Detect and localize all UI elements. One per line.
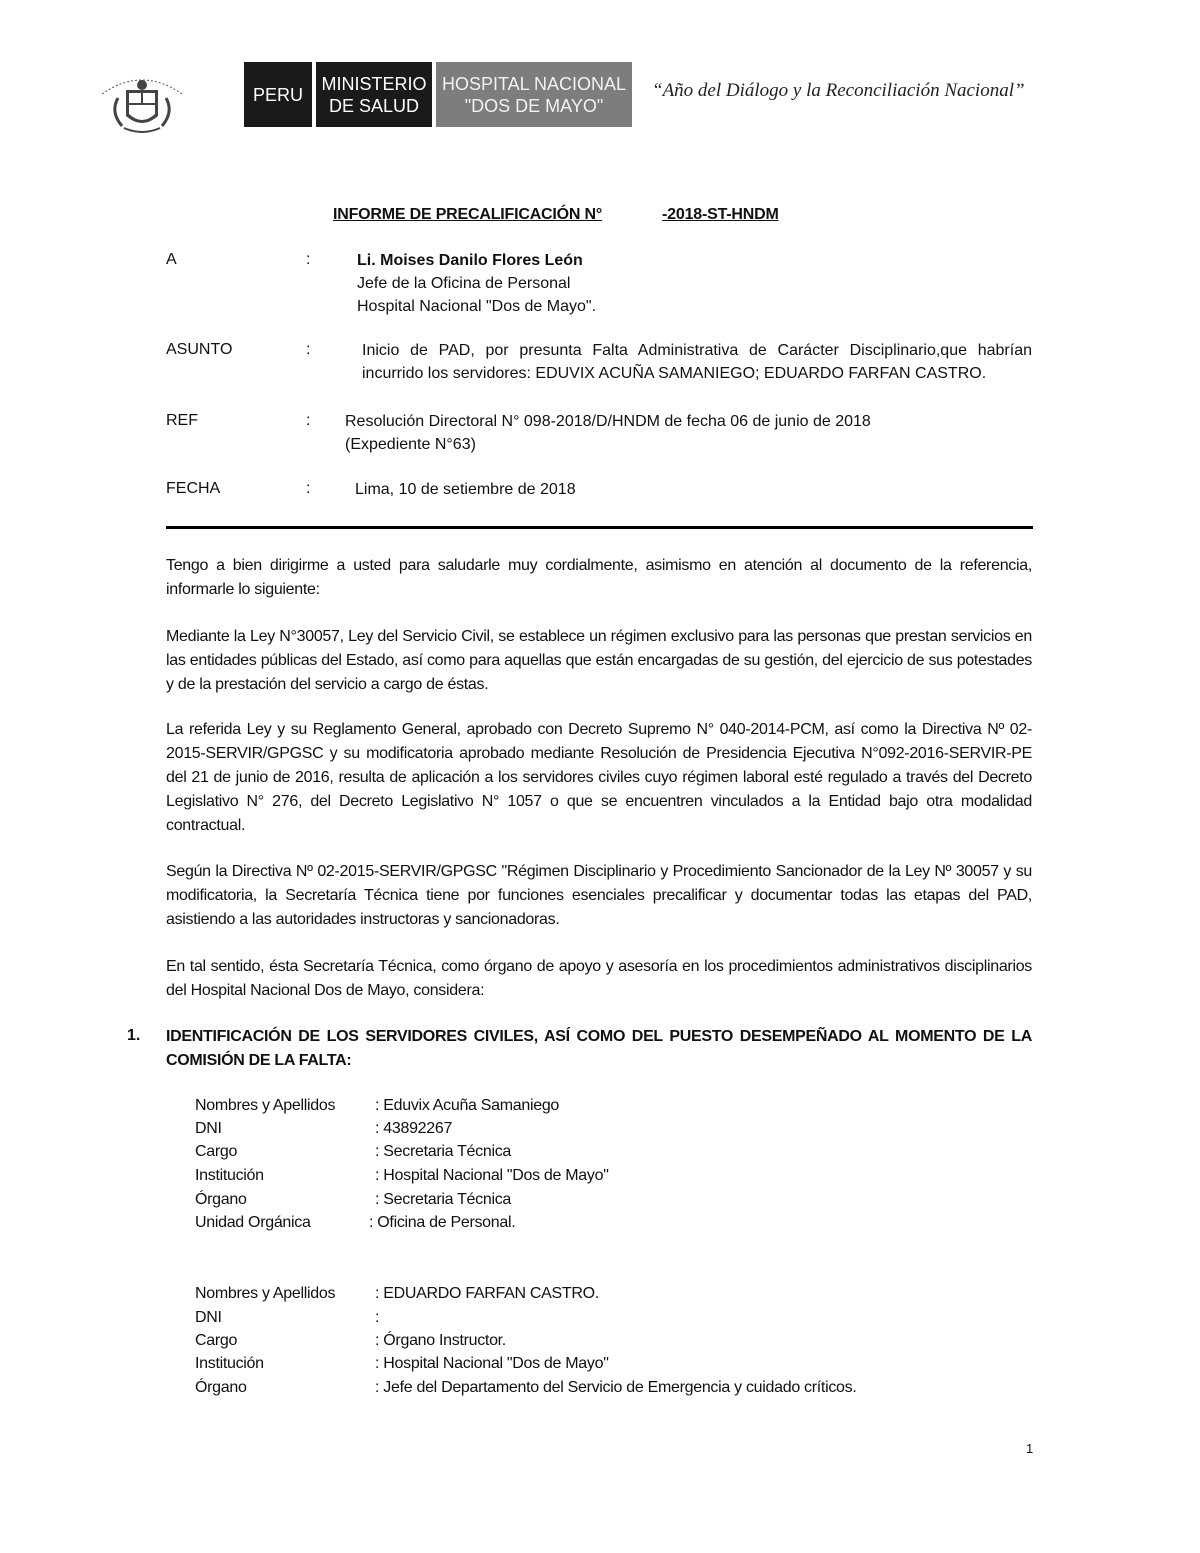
memo-asunto-text: Inicio de PAD, por presunta Falta Administrativa de Carácter Disciplinario,que habrían incurrido los servidores: EDUVIX ACUÑA SAMANIEGO; EDUARDO FARFAN CASTRO. (362, 342, 1032, 382)
title-left: INFORME DE PRECALIFICACIÓN N° (333, 206, 603, 223)
section-title: IDENTIFICACIÓN DE LOS SERVIDORES CIVILES, ASÍ COMO DEL PUESTO DESEMPEÑADO AL MOMENTO DE LA COMISIÓN DE LA FALTA: (166, 1028, 1032, 1069)
record2-label-institucion: Institución (195, 1355, 264, 1372)
memo-a-colon: : (306, 251, 311, 268)
memo-asunto-colon: : (306, 341, 311, 358)
record1-label-dni: DNI (195, 1120, 222, 1137)
recipient-institution: Hospital Nacional "Dos de Mayo". (357, 298, 597, 315)
memo-ref-colon: : (306, 412, 311, 429)
record2-label-organo: Órgano (195, 1379, 247, 1396)
paragraph-reglamento: La referida Ley y su Reglamento General, aprobado con Decreto Supremo N° 040-2014-PCM, así como la Directiva Nº 02-2015-SERVIR/GPGSC y su modificatoria aprobado mediante Resolución de Presidencia Ejecutiva N°092-2016-SERVIR-PE del 21 de junio de 2016, resulta de aplicación a los servidores civiles cuyo régimen laboral esté regulado a través del Decreto Legislativo N° 276, del Decreto Legislativo N° 1057 o que se encuentren vinculados a la Entidad bajo otra modalidad contractual. (166, 721, 1032, 834)
hospital-label-box (436, 62, 632, 127)
title-right: -2018-ST-HNDM (662, 206, 779, 223)
ministerio-label-box (316, 62, 432, 127)
ref-line1: Resolución Directoral N° 098-2018/D/HNDM de fecha 06 de junio de 2018 (345, 413, 871, 430)
record2-value-organo: : Jefe del Departamento del Servicio de Emergencia y cuidado críticos. (375, 1379, 857, 1396)
ministerio-line1: MINISTERIO (321, 73, 427, 94)
memo-a-recipient (357, 249, 596, 318)
memo-asunto-label: ASUNTO (166, 341, 233, 358)
paragraph-intro: Tengo a bien dirigirme a usted para saludarle muy cordialmente, asimismo en atención al documento de la referencia, informarle lo siguiente: (166, 557, 1032, 598)
memo-ref-label: REF (166, 412, 198, 429)
record1-label-institucion: Institución (195, 1167, 264, 1184)
paragraph-directiva: Según la Directiva Nº 02-2015-SERVIR/GPGSC "Régimen Disciplinario y Procedimiento Sancionador de la Ley Nº 30057 y su modificatoria, la Secretaría Técnica tiene por funciones esenciales precalificar y documentar todas las etapas del PAD, asistiendo a las autoridades instructoras y sancionadoras. (166, 863, 1032, 928)
memo-fecha-label: FECHA (166, 480, 221, 497)
record1-value-institucion: : Hospital Nacional "Dos de Mayo" (375, 1167, 609, 1184)
record2-value-dni: : (375, 1309, 380, 1326)
peru-label: PERU (252, 84, 303, 105)
record1-value-organo: : Secretaria Técnica (375, 1191, 511, 1208)
peru-label-box (244, 62, 312, 127)
recipient-position: Jefe de la Oficina de Personal (357, 275, 571, 292)
record2-value-nombres: : EDUARDO FARFAN CASTRO. (375, 1285, 599, 1302)
record2-label-dni: DNI (195, 1309, 222, 1326)
record2-label-cargo: Cargo (195, 1332, 238, 1349)
header-divider (166, 526, 1033, 529)
page-number: 1 (1026, 1441, 1034, 1456)
record1-label-unidad: Unidad Orgánica (195, 1214, 311, 1231)
record2-value-institucion: : Hospital Nacional "Dos de Mayo" (375, 1355, 609, 1372)
record1-value-nombres: : Eduvix Acuña Samaniego (375, 1097, 560, 1114)
memo-a-label: A (166, 251, 177, 268)
paragraph-considera: En tal sentido, ésta Secretaría Técnica, como órgano de apoyo y asesoría en los procedimientos administrativos disciplinarios del Hospital Nacional Dos de Mayo, considera: (166, 958, 1032, 999)
ministerio-line2: DE SALUD (328, 95, 419, 116)
document-title (333, 206, 779, 224)
peru-coat-of-arms-icon (96, 68, 188, 140)
year-motto: “Año del Diálogo y la Reconciliación Nacional” (652, 80, 1025, 101)
paragraph-ley-30057: Mediante la Ley N°30057, Ley del Servicio Civil, se establece un régimen exclusivo para las personas que prestan servicios en las entidades públicas del Estado, así como para aquellas que están encargadas de su gestión, del ejercicio de sus potestades y de la prestación del servicio a cargo de éstas. (166, 628, 1032, 693)
record1-label-organo: Órgano (195, 1191, 247, 1208)
ref-line2: (Expediente N°63) (345, 436, 476, 453)
hospital-line2: "DOS DE MAYO" (464, 95, 604, 116)
recipient-name: Li. Moises Danilo Flores León (357, 252, 583, 269)
record1-value-dni: : 43892267 (375, 1120, 453, 1137)
memo-fecha-colon: : (306, 480, 311, 497)
memo-ref-text (345, 410, 871, 456)
hospital-line1: HOSPITAL NACIONAL (441, 73, 627, 94)
record1-value-unidad: : Oficina de Personal. (369, 1214, 516, 1231)
record2-label-nombres: Nombres y Apellidos (195, 1285, 336, 1302)
record2-value-cargo: : Órgano Instructor. (375, 1332, 506, 1349)
section-number: 1. (127, 1027, 141, 1044)
memo-fecha-text: Lima, 10 de setiembre de 2018 (355, 481, 576, 498)
record1-label-cargo: Cargo (195, 1143, 238, 1160)
record1-label-nombres: Nombres y Apellidos (195, 1097, 336, 1114)
record1-value-cargo: : Secretaria Técnica (375, 1143, 511, 1160)
